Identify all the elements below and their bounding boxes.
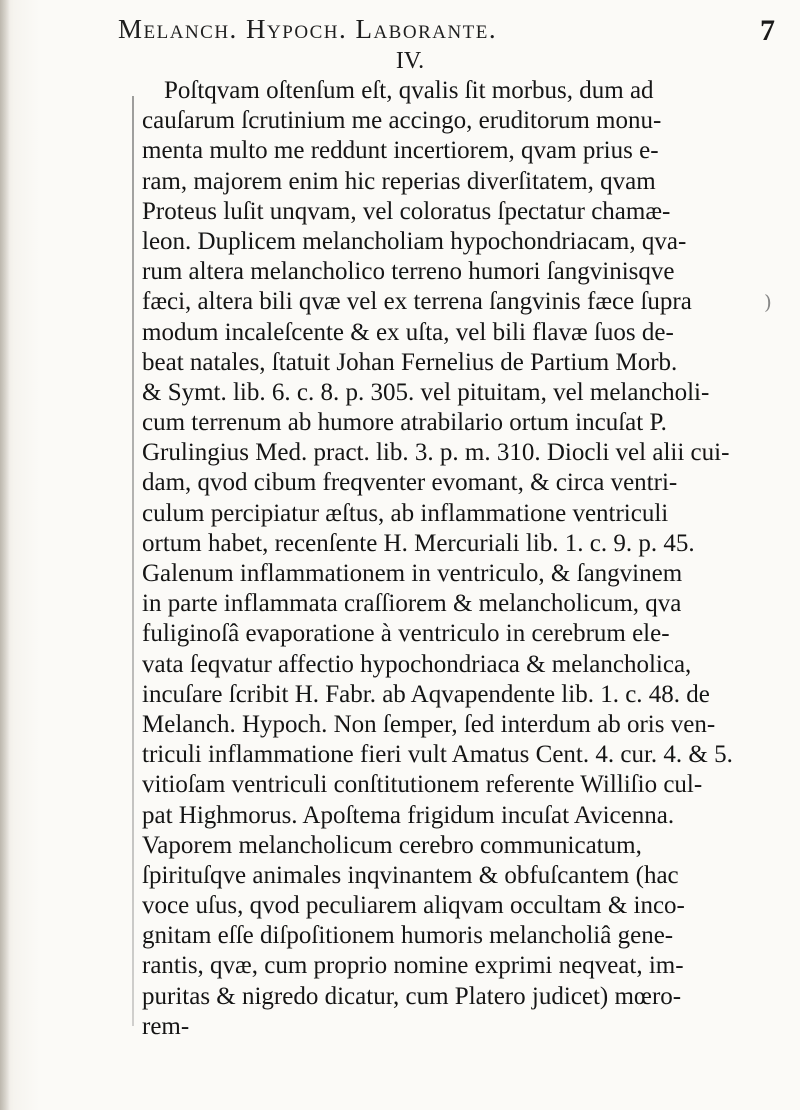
text-line: voce uſus, qvod peculiarem aliqvam occultam & inco- [142, 892, 685, 920]
text-line: cum terrenum ab humore atrabilario ortum incuſat P. [142, 409, 667, 437]
text-line: Poſtqvam oſtenſum eſt, qvalis ſit morbus, dum ad [164, 77, 654, 104]
text-line: puritas & nigredo dicatur, cum Platero judicet) mœro- [142, 982, 682, 1010]
text-line: Grulingius Med. pract. lib. 3. p. m. 310. Diocli vel alii cui- [142, 439, 730, 467]
running-head: Melanch. Hypoch. Laborante. [118, 14, 498, 44]
text-line: rum altera melancholico terreno humori ſangvinisqve [142, 258, 675, 286]
text-line: modum incaleſcente & ex uſta, vel bili flavæ ſuos de- [142, 318, 674, 346]
text-line: Melanch. Hypoch. Non ſemper, ſed interdum ab oris ven- [142, 710, 716, 738]
text-line: ram, majorem enim hic reperias diverſitatem, qvam [142, 167, 656, 195]
text-line: & Symt. lib. 6. c. 8. p. 305. vel pituitam, vel melancholi- [142, 378, 710, 406]
text-line: vitioſam ventriculi conſtitutionem referente Williſio cul- [142, 771, 703, 799]
text-line: cauſarum ſcrutinium me accingo, eruditorum monu- [142, 107, 662, 135]
text-line: fuliginoſâ evaporatione à ventriculo in cerebrum ele- [142, 620, 670, 648]
binding-gutter [0, 0, 10, 1110]
page-number: 7 [760, 14, 775, 47]
text-line: Vaporem melancholicum cerebro communicatum, [142, 831, 642, 859]
text-line: beat natales, ſtatuit Johan Fernelius de Partium Morb. [142, 348, 678, 376]
text-line: rem- [142, 1012, 190, 1040]
text-line: ortum habet, recenſente H. Mercuriali lib. 1. c. 9. p. 45. [142, 529, 695, 557]
page-header [0, 10, 800, 50]
text-line: culum percipiatur æſtus, ab inflammatione ventriculi [142, 499, 669, 527]
text-line: vata ſeqvatur affectio hypochondriaca & melancholica, [142, 650, 692, 678]
body-text [142, 76, 766, 1042]
text-line: fæci, altera bili qvæ vel ex terrena ſangvinis fæce ſupra [142, 288, 692, 316]
text-line: in parte inflammata craſſiorem & melancholicum, qva [142, 590, 682, 618]
section-number: IV. [395, 48, 425, 74]
text-line: dam, qvod cibum freqventer evomant, & circa ventri- [142, 469, 678, 497]
text-line: rantis, qvæ, cum proprio nomine exprimi neqveat, im- [142, 952, 684, 980]
text-line: Proteus luſit unqvam, vel coloratus ſpectatur chamæ- [142, 197, 671, 225]
text-line: menta multo me reddunt incertiorem, qvam prius e- [142, 137, 659, 165]
text-line: Galenum inflammationem in ventriculo, & ſangvinem [142, 560, 683, 587]
text-line: pat Highmorus. Apoſtema frigidum incuſat Avicenna. [142, 801, 675, 829]
margin-rule [132, 96, 134, 1026]
text-line: ſpirituſqve animales inqvinantem & obfuſcantem (hac [142, 861, 679, 889]
text-line: incuſare ſcribit H. Fabr. ab Aqvapendente lib. 1. c. 48. de [142, 680, 710, 708]
margin-mark: ) [764, 290, 772, 314]
text-line: gnitam eſſe diſpoſitionem humoris melancholiâ gene- [142, 922, 674, 950]
text-line: triculi inflammatione fieri vult Amatus Cent. 4. cur. 4. & 5. [142, 741, 733, 769]
text-line: leon. Duplicem melancholiam hypochondriacam, qva- [142, 227, 687, 255]
